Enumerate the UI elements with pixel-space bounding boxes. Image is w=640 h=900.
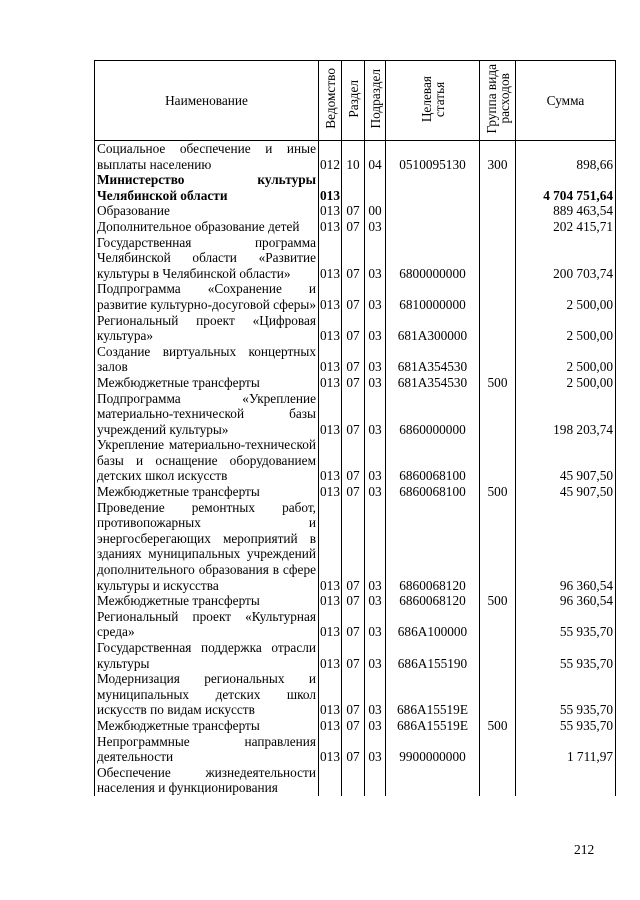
group-cell	[480, 219, 516, 235]
name-cell: Образование	[95, 203, 319, 219]
podrazdel-cell: 03	[365, 734, 386, 765]
sum-cell: 45 907,50	[516, 437, 616, 484]
razdel-cell: 07	[342, 437, 365, 484]
podrazdel-cell	[365, 765, 386, 796]
sum-cell: 45 907,50	[516, 484, 616, 500]
podrazdel-cell: 04	[365, 141, 386, 173]
sum-cell: 4 704 751,64	[516, 172, 616, 203]
razdel-cell: 07	[342, 734, 365, 765]
razdel-cell: 07	[342, 671, 365, 718]
razdel-cell: 07	[342, 235, 365, 282]
razdel-cell: 07	[342, 344, 365, 375]
target-cell: 6860000000	[386, 391, 480, 438]
target-cell: 6860068120	[386, 500, 480, 594]
razdel-cell: 07	[342, 718, 365, 734]
table-row	[95, 593, 616, 609]
group-cell	[480, 313, 516, 344]
podrazdel-cell: 03	[365, 235, 386, 282]
podrazdel-cell: 03	[365, 219, 386, 235]
razdel-cell: 07	[342, 609, 365, 640]
name-cell: Создание виртуальных концертных залов	[95, 344, 319, 375]
razdel-cell: 07	[342, 375, 365, 391]
ved-cell: 013	[319, 640, 342, 671]
header-sum: Сумма	[516, 61, 616, 141]
name-cell: Региональный проект «Культурная среда»	[95, 609, 319, 640]
table-row	[95, 235, 616, 282]
ved-cell: 013	[319, 671, 342, 718]
target-cell	[386, 172, 480, 203]
sum-cell: 55 935,70	[516, 718, 616, 734]
sum-cell: 200 703,74	[516, 235, 616, 282]
name-cell: Дополнительное образование детей	[95, 219, 319, 235]
target-cell	[386, 219, 480, 235]
razdel-cell: 07	[342, 593, 365, 609]
table-body	[95, 141, 616, 796]
podrazdel-cell: 03	[365, 281, 386, 312]
target-cell: 6800000000	[386, 235, 480, 282]
podrazdel-cell: 03	[365, 593, 386, 609]
name-cell: Подпрограмма «Сохранение и развитие культурно-досуговой сферы»	[95, 281, 319, 312]
ved-cell: 013	[319, 609, 342, 640]
name-cell: Межбюджетные трансферты	[95, 375, 319, 391]
sum-cell: 198 203,74	[516, 391, 616, 438]
group-cell	[480, 281, 516, 312]
podrazdel-cell: 03	[365, 500, 386, 594]
target-cell: 6860068100	[386, 437, 480, 484]
group-cell	[480, 671, 516, 718]
razdel-cell	[342, 765, 365, 796]
target-cell: 0510095130	[386, 141, 480, 173]
table-row	[95, 391, 616, 438]
target-cell: 6860068120	[386, 593, 480, 609]
ved-cell: 013	[319, 344, 342, 375]
target-cell: 686A100000	[386, 609, 480, 640]
header-group: Группа вида расходов	[480, 61, 516, 141]
name-cell: Укрепление материально-технической базы и оснащение оборудованием детских школ искусств	[95, 437, 319, 484]
sum-cell: 1 711,97	[516, 734, 616, 765]
name-cell: Социальное обеспечение и иные выплаты населению	[95, 141, 319, 173]
table-row	[95, 344, 616, 375]
target-cell	[386, 203, 480, 219]
razdel-cell: 07	[342, 391, 365, 438]
ved-cell: 013	[319, 172, 342, 203]
table-row	[95, 734, 616, 765]
header-razdel: Раздел	[342, 61, 365, 141]
target-cell: 686A155190	[386, 640, 480, 671]
name-cell: Государственная программа Челябинской области «Развитие культуры в Челябинской области»	[95, 235, 319, 282]
podrazdel-cell: 03	[365, 609, 386, 640]
table-row	[95, 313, 616, 344]
group-cell	[480, 437, 516, 484]
sum-cell: 2 500,00	[516, 313, 616, 344]
sum-cell: 55 935,70	[516, 609, 616, 640]
header-podrazdel: Подраздел	[365, 61, 386, 141]
ved-cell	[319, 765, 342, 796]
group-cell	[480, 391, 516, 438]
sum-cell: 96 360,54	[516, 500, 616, 594]
podrazdel-cell: 03	[365, 437, 386, 484]
sum-cell: 55 935,70	[516, 640, 616, 671]
ved-cell: 013	[319, 235, 342, 282]
group-cell: 500	[480, 718, 516, 734]
sum-cell: 2 500,00	[516, 344, 616, 375]
podrazdel-cell	[365, 172, 386, 203]
razdel-cell: 07	[342, 281, 365, 312]
razdel-cell: 07	[342, 500, 365, 594]
ved-cell: 013	[319, 391, 342, 438]
sum-cell: 898,66	[516, 141, 616, 173]
sum-cell: 889 463,54	[516, 203, 616, 219]
ved-cell: 013	[319, 437, 342, 484]
name-cell: Непрограммные направления деятельности	[95, 734, 319, 765]
table-row	[95, 671, 616, 718]
table-row	[95, 141, 616, 173]
ved-cell: 012	[319, 141, 342, 173]
group-cell	[480, 609, 516, 640]
group-cell: 500	[480, 484, 516, 500]
budget-sheet	[94, 60, 615, 796]
name-cell: Государственная поддержка отрасли культуры	[95, 640, 319, 671]
target-cell: 681A354530	[386, 344, 480, 375]
table-row	[95, 484, 616, 500]
razdel-cell: 07	[342, 219, 365, 235]
target-cell	[386, 765, 480, 796]
podrazdel-cell: 03	[365, 718, 386, 734]
target-cell: 6810000000	[386, 281, 480, 312]
podrazdel-cell: 03	[365, 671, 386, 718]
group-cell	[480, 203, 516, 219]
target-cell: 686A15519E	[386, 718, 480, 734]
target-cell: 6860068100	[386, 484, 480, 500]
razdel-cell	[342, 172, 365, 203]
table-row	[95, 609, 616, 640]
group-cell: 300	[480, 141, 516, 173]
name-cell: Межбюджетные трансферты	[95, 593, 319, 609]
table-row	[95, 500, 616, 594]
razdel-cell: 07	[342, 640, 365, 671]
razdel-cell: 07	[342, 484, 365, 500]
sum-cell: 96 360,54	[516, 593, 616, 609]
podrazdel-cell: 03	[365, 344, 386, 375]
ved-cell: 013	[320, 203, 340, 219]
target-cell: 686A15519E	[386, 671, 480, 718]
table-row	[95, 219, 616, 235]
podrazdel-cell: 00	[365, 203, 386, 219]
target-cell: 681A300000	[386, 313, 480, 344]
table-row	[95, 765, 616, 796]
header-ved: Ведомство	[319, 61, 342, 141]
ved-cell: 013	[319, 734, 342, 765]
group-cell	[480, 765, 516, 796]
group-cell	[480, 344, 516, 375]
target-cell: 9900000000	[386, 734, 480, 765]
name-cell: Проведение ремонтных работ, противопожарных и энергосберегающих мероприятий в зданиях муниципальных учреждений дополнительного образования в сфере культуры и искусства	[95, 500, 319, 594]
table-row	[95, 281, 616, 312]
budget-table	[94, 60, 616, 796]
sum-cell: 55 935,70	[516, 671, 616, 718]
podrazdel-cell: 03	[365, 375, 386, 391]
name-cell: Межбюджетные трансферты	[95, 484, 319, 500]
group-cell	[480, 235, 516, 282]
group-cell: 500	[480, 375, 516, 391]
ved-cell: 013	[319, 500, 342, 594]
razdel-cell: 07	[342, 313, 365, 344]
table-header	[95, 61, 616, 141]
page-number: 212	[574, 842, 595, 857]
group-cell	[480, 500, 516, 594]
razdel-cell: 10	[342, 141, 365, 173]
ved-cell: 013	[320, 218, 340, 234]
podrazdel-cell: 03	[365, 313, 386, 344]
table-row	[95, 203, 616, 219]
name-cell: Межбюджетные трансферты	[95, 718, 319, 734]
name-cell: Обеспечение жизнедеятельности населения и функционирования	[95, 765, 319, 796]
ved-cell: 013	[319, 281, 342, 312]
header-target: Целевая статья	[386, 61, 480, 141]
podrazdel-cell: 03	[365, 391, 386, 438]
razdel-cell: 07	[342, 203, 365, 219]
target-cell: 681A354530	[386, 375, 480, 391]
podrazdel-cell: 03	[365, 640, 386, 671]
table-row	[95, 437, 616, 484]
table-row	[95, 375, 616, 391]
name-cell: Подпрограмма «Укрепление материально-технической базы учреждений культуры»	[95, 391, 319, 438]
sum-cell: 2 500,00	[516, 281, 616, 312]
name-cell: Министерство культуры Челябинской области	[95, 172, 319, 203]
sum-cell	[516, 765, 616, 796]
table-row	[95, 718, 616, 734]
ved-cell: 013	[320, 717, 340, 733]
group-cell: 500	[480, 593, 516, 609]
table-row	[95, 172, 616, 203]
name-cell: Региональный проект «Цифровая культура»	[95, 313, 319, 344]
table-row	[95, 640, 616, 671]
sum-cell: 202 415,71	[516, 219, 616, 235]
group-cell	[480, 734, 516, 765]
name-cell: Модернизация региональных и муниципальных детских школ искусств по видам искусств	[95, 671, 319, 718]
ved-cell: 013	[320, 593, 340, 609]
ved-cell: 013	[319, 313, 342, 344]
group-cell	[480, 640, 516, 671]
header-name: Наименование	[95, 61, 319, 141]
podrazdel-cell: 03	[365, 484, 386, 500]
group-cell	[480, 172, 516, 203]
ved-cell: 013	[320, 484, 340, 500]
ved-cell: 013	[320, 374, 340, 390]
sum-cell: 2 500,00	[516, 375, 616, 391]
